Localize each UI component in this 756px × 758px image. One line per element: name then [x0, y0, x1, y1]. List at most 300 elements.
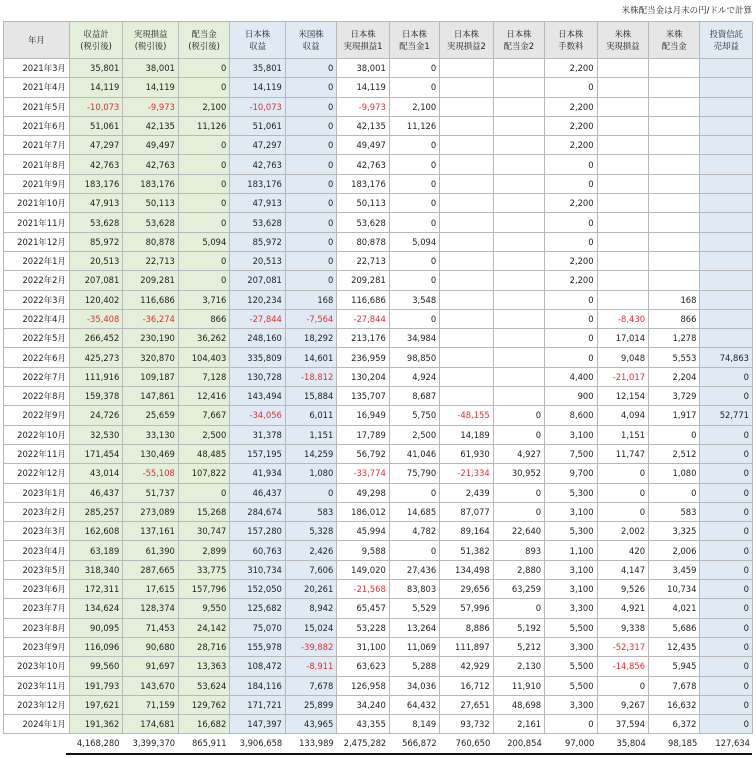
column-header-total-income: [69, 22, 123, 59]
cell-us-dividend: 0: [649, 483, 700, 502]
cell-jp-fee: 2,200: [545, 271, 597, 290]
cell-month: 2023年1月: [4, 483, 70, 502]
cell-us-realized: 4,147: [597, 560, 648, 579]
column-header-jp-realized-1: [337, 22, 389, 59]
cell-us-income: 7,606: [285, 560, 336, 579]
cell-jp-dividend-1: 0: [389, 78, 439, 97]
cell-jp-realized-2: -48,155: [440, 406, 494, 425]
cell-jp-dividend-1: 0: [389, 541, 439, 560]
cell-jp-realized-2: [440, 155, 494, 174]
table-row: [4, 502, 753, 521]
cell-us-income: -18,812: [285, 367, 336, 386]
cell-jp-realized-2: [440, 136, 494, 155]
total-jp-income: 3,906,658: [239, 738, 283, 748]
cell-jp-realized-2: [440, 59, 494, 78]
cell-us-income: 0: [285, 483, 336, 502]
cell-fund-gain: [700, 97, 753, 116]
cell-jp-dividend-1: 98,850: [389, 348, 439, 367]
cell-dividend: 12,416: [178, 387, 229, 406]
cell-month: 2022年1月: [4, 251, 70, 270]
cell-jp-realized-2: [440, 309, 494, 328]
cell-jp-dividend-1: 0: [389, 59, 439, 78]
table-row: [4, 136, 753, 155]
cell-dividend: 0: [178, 136, 229, 155]
column-header-fund-gain: [700, 22, 753, 59]
cell-jp-income: 31,378: [230, 425, 286, 444]
cell-fund-gain: 0: [700, 502, 753, 521]
cell-month: 2023年3月: [4, 522, 70, 541]
cell-us-income: 20,261: [285, 580, 336, 599]
cell-fund-gain: [700, 271, 753, 290]
cell-fund-gain: [700, 116, 753, 135]
cell-us-dividend: 5,553: [649, 348, 700, 367]
table-row: [4, 194, 753, 213]
cell-jp-dividend-1: 14,685: [389, 502, 439, 521]
cell-dividend: 5,094: [178, 232, 229, 251]
cell-jp-realized-1: 9,588: [337, 541, 389, 560]
cell-jp-dividend-2: 11,910: [493, 676, 544, 695]
column-header-jp-fee: [545, 22, 597, 59]
column-header-realized-pl: [123, 22, 179, 59]
cell-us-dividend: 2,204: [649, 367, 700, 386]
table-row: [4, 232, 753, 251]
column-header-line: 米国株: [298, 29, 324, 39]
cell-jp-fee: 2,200: [545, 116, 597, 135]
cell-month: 2021年5月: [4, 97, 70, 116]
cell-dividend: 33,775: [178, 560, 229, 579]
cell-month: 2022年5月: [4, 329, 70, 348]
cell-us-dividend: 5,945: [649, 657, 700, 676]
cell-total-income: 90,095: [69, 618, 123, 637]
cell-us-income: -39,882: [285, 637, 336, 656]
cell-us-income: 0: [285, 136, 336, 155]
cell-total-income: 20,513: [69, 251, 123, 270]
cell-jp-fee: 3,100: [545, 560, 597, 579]
cell-jp-dividend-1: 2,500: [389, 425, 439, 444]
column-header-line: 日本株: [506, 29, 532, 39]
cell-jp-realized-2: -21,334: [440, 464, 494, 483]
cell-jp-income: -34,056: [230, 406, 286, 425]
cell-realized-pl: 17,615: [123, 580, 179, 599]
cell-jp-dividend-1: 0: [389, 174, 439, 193]
cell-jp-realized-1: 17,789: [337, 425, 389, 444]
cell-jp-dividend-1: 4,782: [389, 522, 439, 541]
cell-jp-income: 41,934: [230, 464, 286, 483]
cell-us-dividend: 4,021: [649, 599, 700, 618]
table-row: [4, 116, 753, 135]
cell-fund-gain: [700, 251, 753, 270]
cell-jp-fee: 0: [545, 348, 597, 367]
cell-us-dividend: 168: [649, 290, 700, 309]
cell-us-realized: [597, 251, 648, 270]
cell-us-dividend: 3,729: [649, 387, 700, 406]
cell-jp-realized-1: 42,135: [337, 116, 389, 135]
cell-jp-realized-1: 63,623: [337, 657, 389, 676]
cell-jp-dividend-1: 83,803: [389, 580, 439, 599]
cell-jp-dividend-2: [493, 348, 544, 367]
cell-month: 2021年8月: [4, 155, 70, 174]
cell-total-income: 47,297: [69, 136, 123, 155]
cell-jp-realized-2: 57,996: [440, 599, 494, 618]
cell-us-income: 14,601: [285, 348, 336, 367]
total-us-realized: 35,804: [616, 738, 646, 748]
cell-jp-realized-1: 126,958: [337, 676, 389, 695]
cell-jp-income: 75,070: [230, 618, 286, 637]
table-row: [4, 155, 753, 174]
table-row: [4, 406, 753, 425]
total-us-income: 133,989: [299, 738, 334, 748]
cell-jp-dividend-1: 11,069: [389, 637, 439, 656]
cell-total-income: 47,913: [69, 194, 123, 213]
cell-fund-gain: 0: [700, 580, 753, 599]
cell-jp-income: 125,682: [230, 599, 286, 618]
cell-month: 2023年11月: [4, 676, 70, 695]
cell-us-income: 18,292: [285, 329, 336, 348]
cell-month: 2021年11月: [4, 213, 70, 232]
cell-jp-fee: 0: [545, 232, 597, 251]
cell-jp-fee: 3,100: [545, 580, 597, 599]
cell-fund-gain: 0: [700, 715, 753, 734]
cell-us-realized: 420: [597, 541, 648, 560]
cell-us-income: 0: [285, 194, 336, 213]
cell-jp-realized-1: 80,878: [337, 232, 389, 251]
cell-jp-dividend-1: 75,790: [389, 464, 439, 483]
column-header-line: (税引後): [80, 41, 112, 51]
table-row: [4, 657, 753, 676]
table-row: [4, 425, 753, 444]
cell-us-dividend: [649, 174, 700, 193]
cell-dividend: 129,762: [178, 695, 229, 714]
column-header-jp-income: [230, 22, 286, 59]
cell-jp-fee: 3,300: [545, 695, 597, 714]
cell-jp-dividend-2: [493, 367, 544, 386]
cell-month: 2023年2月: [4, 502, 70, 521]
cell-realized-pl: 42,763: [123, 155, 179, 174]
cell-jp-dividend-1: 64,432: [389, 695, 439, 714]
cell-jp-income: 152,050: [230, 580, 286, 599]
cell-month: 2023年4月: [4, 541, 70, 560]
cell-total-income: 134,624: [69, 599, 123, 618]
table-row: [4, 522, 753, 541]
cell-fund-gain: 0: [700, 676, 753, 695]
cell-us-dividend: 12,435: [649, 637, 700, 656]
cell-fund-gain: [700, 155, 753, 174]
cell-dividend: 3,716: [178, 290, 229, 309]
table-row: [4, 483, 753, 502]
cell-jp-dividend-1: 4,924: [389, 367, 439, 386]
cell-jp-dividend-1: 27,436: [389, 560, 439, 579]
cell-fund-gain: [700, 174, 753, 193]
cell-us-realized: 17,014: [597, 329, 648, 348]
cell-jp-fee: 900: [545, 387, 597, 406]
cell-jp-dividend-2: 0: [493, 483, 544, 502]
table-row: [4, 309, 753, 328]
total-fund-gain: 127,634: [715, 738, 750, 748]
cell-month: 2024年1月: [4, 715, 70, 734]
cell-us-realized: [597, 155, 648, 174]
cell-jp-fee: 4,400: [545, 367, 597, 386]
cell-us-income: 0: [285, 271, 336, 290]
cell-jp-income: 120,234: [230, 290, 286, 309]
cell-us-income: 5,328: [285, 522, 336, 541]
cell-jp-dividend-1: 2,100: [389, 97, 439, 116]
cell-jp-dividend-1: 11,126: [389, 116, 439, 135]
cell-us-dividend: [649, 271, 700, 290]
cell-jp-dividend-1: 13,264: [389, 618, 439, 637]
column-header-line: (税引後): [188, 41, 220, 51]
cell-jp-realized-1: 116,686: [337, 290, 389, 309]
cell-jp-realized-1: 209,281: [337, 271, 389, 290]
cell-jp-realized-2: 111,897: [440, 637, 494, 656]
cell-total-income: 172,311: [69, 580, 123, 599]
cell-realized-pl: 50,113: [123, 194, 179, 213]
cell-us-dividend: 16,632: [649, 695, 700, 714]
cell-jp-dividend-1: 34,036: [389, 676, 439, 695]
cell-jp-dividend-2: 4,927: [493, 444, 544, 463]
cell-jp-income: 47,297: [230, 136, 286, 155]
cell-dividend: 15,268: [178, 502, 229, 521]
cell-us-realized: [597, 213, 648, 232]
cell-jp-realized-1: 186,012: [337, 502, 389, 521]
cell-jp-realized-1: 34,240: [337, 695, 389, 714]
total-us-dividend: 98,185: [668, 738, 698, 748]
total-jp-fee: 97,000: [565, 738, 595, 748]
cell-us-income: 168: [285, 290, 336, 309]
total-month: [3, 736, 69, 750]
cell-realized-pl: 230,190: [123, 329, 179, 348]
cell-us-dividend: 2,512: [649, 444, 700, 463]
cell-realized-pl: 71,159: [123, 695, 179, 714]
cell-jp-dividend-2: 2,130: [493, 657, 544, 676]
exchange-rate-note: 米株配当金は月末の円/ドルで計算: [621, 6, 752, 16]
cell-total-income: 285,257: [69, 502, 123, 521]
cell-jp-realized-2: 89,164: [440, 522, 494, 541]
cell-us-realized: 4,921: [597, 599, 648, 618]
totals-table: [3, 736, 753, 750]
cell-us-income: 0: [285, 251, 336, 270]
cell-realized-pl: 143,670: [123, 676, 179, 695]
column-header-us-realized: [597, 22, 648, 59]
column-header-us-income: [285, 22, 336, 59]
cell-jp-dividend-2: 2,880: [493, 560, 544, 579]
cell-realized-pl: 109,187: [123, 367, 179, 386]
cell-jp-fee: 3,100: [545, 425, 597, 444]
cell-total-income: -35,408: [69, 309, 123, 328]
cell-us-dividend: [649, 155, 700, 174]
cell-month: 2022年2月: [4, 271, 70, 290]
cell-dividend: 0: [178, 251, 229, 270]
cell-jp-realized-2: 16,712: [440, 676, 494, 695]
cell-dividend: 0: [178, 271, 229, 290]
cell-total-income: 171,454: [69, 444, 123, 463]
cell-dividend: 9,550: [178, 599, 229, 618]
cell-realized-pl: 116,686: [123, 290, 179, 309]
cell-us-income: 0: [285, 174, 336, 193]
cell-jp-income: 207,081: [230, 271, 286, 290]
cell-jp-realized-1: 43,355: [337, 715, 389, 734]
cell-us-income: -8,911: [285, 657, 336, 676]
cell-total-income: 159,378: [69, 387, 123, 406]
cell-dividend: 7,128: [178, 367, 229, 386]
table-row: [4, 78, 753, 97]
cell-us-dividend: 6,372: [649, 715, 700, 734]
cell-jp-dividend-2: [493, 290, 544, 309]
cell-jp-income: 184,116: [230, 676, 286, 695]
cell-total-income: 14,119: [69, 78, 123, 97]
cell-realized-pl: 90,680: [123, 637, 179, 656]
cell-month: 2023年8月: [4, 618, 70, 637]
cell-jp-income: 248,160: [230, 329, 286, 348]
cell-jp-realized-2: [440, 387, 494, 406]
cell-jp-fee: 0: [545, 174, 597, 193]
cell-jp-dividend-1: 0: [389, 271, 439, 290]
cell-dividend: 2,899: [178, 541, 229, 560]
cell-jp-income: 310,734: [230, 560, 286, 579]
cell-realized-pl: 42,135: [123, 116, 179, 135]
cell-jp-dividend-1: 0: [389, 194, 439, 213]
cell-dividend: 107,822: [178, 464, 229, 483]
total-dividend: 865,911: [191, 738, 227, 748]
column-header-line: 日本株: [245, 29, 271, 39]
cell-realized-pl: 38,001: [123, 59, 179, 78]
table-body: [4, 59, 753, 734]
cell-jp-dividend-1: 5,094: [389, 232, 439, 251]
cell-us-realized: [597, 116, 648, 135]
cell-dividend: 157,796: [178, 580, 229, 599]
cell-us-realized: 11,747: [597, 444, 648, 463]
cell-jp-realized-1: 236,959: [337, 348, 389, 367]
cell-jp-income: 85,972: [230, 232, 286, 251]
cell-jp-income: 35,801: [230, 59, 286, 78]
cell-jp-dividend-2: 5,212: [493, 637, 544, 656]
cell-jp-realized-2: [440, 232, 494, 251]
cell-total-income: 63,189: [69, 541, 123, 560]
cell-jp-dividend-1: 8,149: [389, 715, 439, 734]
cell-jp-realized-2: 2,439: [440, 483, 494, 502]
total-jp-realized-1: 2,475,282: [343, 738, 387, 748]
cell-jp-fee: 2,200: [545, 136, 597, 155]
cell-jp-realized-2: [440, 174, 494, 193]
cell-jp-dividend-2: [493, 213, 544, 232]
cell-total-income: 120,402: [69, 290, 123, 309]
cell-total-income: 85,972: [69, 232, 123, 251]
cell-us-income: 43,965: [285, 715, 336, 734]
cell-jp-dividend-1: 0: [389, 309, 439, 328]
cell-fund-gain: 0: [700, 483, 753, 502]
cell-jp-fee: 0: [545, 213, 597, 232]
cell-month: 2021年6月: [4, 116, 70, 135]
cell-jp-fee: 5,300: [545, 483, 597, 502]
cell-total-income: 111,916: [69, 367, 123, 386]
cell-us-realized: 0: [597, 502, 648, 521]
cell-month: 2023年9月: [4, 637, 70, 656]
cell-dividend: 24,142: [178, 618, 229, 637]
column-header-line: 年月: [28, 35, 45, 45]
cell-jp-fee: 3,300: [545, 637, 597, 656]
cell-month: 2023年6月: [4, 580, 70, 599]
cell-jp-realized-1: 50,113: [337, 194, 389, 213]
cell-us-realized: [597, 59, 648, 78]
cell-dividend: 2,500: [178, 425, 229, 444]
cell-fund-gain: 0: [700, 637, 753, 656]
cell-us-realized: -52,317: [597, 637, 648, 656]
cell-jp-dividend-2: [493, 136, 544, 155]
column-header-line: 収益: [302, 41, 320, 51]
table-row: [4, 290, 753, 309]
column-header-dividend: [178, 22, 229, 59]
total-jp-dividend-2: 200,854: [507, 738, 542, 748]
table-row: [4, 695, 753, 714]
cell-jp-dividend-2: [493, 232, 544, 251]
cell-jp-realized-2: [440, 116, 494, 135]
column-header-jp-dividend-2: [493, 22, 544, 59]
cell-jp-dividend-2: [493, 194, 544, 213]
cell-jp-realized-1: 49,497: [337, 136, 389, 155]
cell-jp-dividend-2: 0: [493, 425, 544, 444]
cell-month: 2023年7月: [4, 599, 70, 618]
cell-us-dividend: 3,459: [649, 560, 700, 579]
cell-jp-income: 147,397: [230, 715, 286, 734]
table-row: [4, 580, 753, 599]
cell-us-dividend: [649, 78, 700, 97]
cell-jp-dividend-2: [493, 387, 544, 406]
cell-us-realized: 1,151: [597, 425, 648, 444]
cell-jp-fee: 3,100: [545, 502, 597, 521]
column-header-jp-realized-2: [440, 22, 494, 59]
cell-dividend: 0: [178, 155, 229, 174]
cell-month: 2022年6月: [4, 348, 70, 367]
cell-jp-fee: 0: [545, 715, 597, 734]
cell-dividend: 866: [178, 309, 229, 328]
table-row: [4, 715, 753, 734]
cell-fund-gain: 0: [700, 618, 753, 637]
cell-us-realized: 12,154: [597, 387, 648, 406]
cell-jp-realized-1: 16,949: [337, 406, 389, 425]
cell-jp-realized-2: [440, 329, 494, 348]
cell-dividend: 0: [178, 59, 229, 78]
cell-us-realized: 9,338: [597, 618, 648, 637]
cell-total-income: -10,073: [69, 97, 123, 116]
cell-us-realized: [597, 232, 648, 251]
cell-month: 2022年10月: [4, 425, 70, 444]
column-header-line: 日本株: [350, 29, 376, 39]
table-row: [4, 387, 753, 406]
cell-fund-gain: [700, 194, 753, 213]
column-header-line: 実現損益2: [447, 41, 486, 51]
cell-total-income: 99,560: [69, 657, 123, 676]
cell-us-realized: [597, 78, 648, 97]
cell-fund-gain: 0: [700, 387, 753, 406]
cell-jp-dividend-2: 0: [493, 502, 544, 521]
cell-us-dividend: 583: [649, 502, 700, 521]
cell-jp-realized-2: [440, 194, 494, 213]
total-total-income: 4,168,280: [76, 738, 120, 748]
cell-fund-gain: 0: [700, 541, 753, 560]
cell-fund-gain: [700, 136, 753, 155]
cell-jp-dividend-2: 0: [493, 599, 544, 618]
cell-jp-income: 155,978: [230, 637, 286, 656]
cell-dividend: 0: [178, 483, 229, 502]
cell-us-realized: [597, 271, 648, 290]
cell-fund-gain: 74,863: [700, 348, 753, 367]
cell-us-income: 583: [285, 502, 336, 521]
cell-total-income: 116,096: [69, 637, 123, 656]
cell-jp-income: 183,176: [230, 174, 286, 193]
cell-fund-gain: [700, 59, 753, 78]
total-realized-pl: 3,399,370: [132, 738, 176, 748]
cell-fund-gain: 0: [700, 367, 753, 386]
cell-jp-dividend-2: [493, 155, 544, 174]
